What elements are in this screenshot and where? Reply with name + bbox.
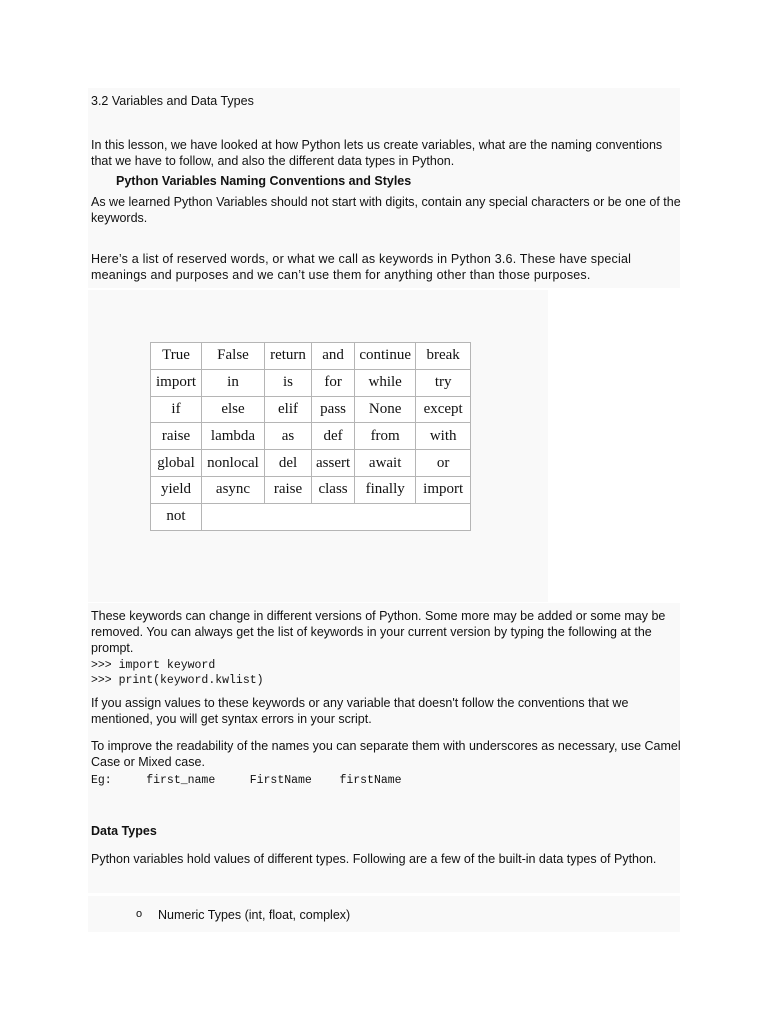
code-line: >>> print(keyword.kwlist) xyxy=(91,674,264,687)
section-title: 3.2 Variables and Data Types xyxy=(91,94,254,108)
keywords-row xyxy=(151,476,471,503)
keyword-cell: if xyxy=(151,396,202,423)
keyword-cell: nonlocal xyxy=(202,450,265,477)
keyword-cell: del xyxy=(265,450,312,477)
keyword-cell: is xyxy=(265,369,312,396)
keyword-cell: pass xyxy=(312,396,355,423)
keyword-cell: not xyxy=(151,503,202,530)
naming-example: Eg: first_name FirstName firstName xyxy=(91,774,402,787)
keyword-cell: as xyxy=(265,423,312,450)
keyword-cell: raise xyxy=(151,423,202,450)
code-line: >>> import keyword xyxy=(91,659,216,672)
keywords-row xyxy=(151,396,471,423)
keyword-cell: try xyxy=(416,369,471,396)
keyword-cell: or xyxy=(416,450,471,477)
keyword-cell: import xyxy=(416,476,471,503)
keyword-cell: False xyxy=(202,343,265,370)
syntax-errors-paragraph: If you assign values to these keywords or any variable that doesn't follow the conventions that we mentioned, you will get syntax errors in your script. xyxy=(91,696,629,726)
keyword-cell: continue xyxy=(355,343,416,370)
readability-paragraph: To improve the readability of the names you can separate them with underscores as necessary, use Camel Case or Mixed case. xyxy=(91,739,681,769)
subheading: Python Variables Naming Conventions and Styles xyxy=(116,174,412,188)
data-types-heading: Data Types xyxy=(91,824,157,838)
keyword-cell: and xyxy=(312,343,355,370)
reserved-words-paragraph: Here’s a list of reserved words, or what we call as keywords in Python 3.6. These have special meanings and purposes and we can’t use them for anything other than those purposes. xyxy=(91,252,632,282)
bullet-marker: o xyxy=(136,908,143,920)
keyword-cell: True xyxy=(151,343,202,370)
bullet-item: Numeric Types (int, float, complex) xyxy=(158,908,351,922)
keywords-row xyxy=(151,503,471,530)
keywords-row xyxy=(151,423,471,450)
keywords-table xyxy=(150,342,471,531)
keyword-cell: break xyxy=(416,343,471,370)
keyword-cell: global xyxy=(151,450,202,477)
keywords-row xyxy=(151,450,471,477)
keyword-cell: in xyxy=(202,369,265,396)
keyword-cell: class xyxy=(312,476,355,503)
keyword-cell: for xyxy=(312,369,355,396)
keywords-row xyxy=(151,343,471,370)
keyword-cell: return xyxy=(265,343,312,370)
keyword-cell: None xyxy=(355,396,416,423)
keyword-cell: assert xyxy=(312,450,355,477)
intro-paragraph: In this lesson, we have looked at how Python lets us create variables, what are the naming conventions that we have to follow, and also the different data types in Python. xyxy=(91,138,663,168)
keyword-cell: import xyxy=(151,369,202,396)
keyword-cell: with xyxy=(416,423,471,450)
keyword-cell: while xyxy=(355,369,416,396)
naming-rule-paragraph: As we learned Python Variables should not start with digits, contain any special characters or be one of the keywords. xyxy=(91,195,681,225)
data-types-paragraph: Python variables hold values of different types. Following are a few of the built-in data types of Python. xyxy=(91,852,657,866)
versions-paragraph: These keywords can change in different versions of Python. Some more may be added or some may be removed. You can always get the list of keywords in your current version by typing the following at the prompt. xyxy=(91,609,666,655)
keyword-cell: lambda xyxy=(202,423,265,450)
keyword-cell: elif xyxy=(265,396,312,423)
keyword-cell: from xyxy=(355,423,416,450)
empty-cell xyxy=(202,503,471,530)
keyword-cell: def xyxy=(312,423,355,450)
keyword-cell: raise xyxy=(265,476,312,503)
keyword-cell: async xyxy=(202,476,265,503)
keyword-cell: await xyxy=(355,450,416,477)
keywords-row xyxy=(151,369,471,396)
keyword-cell: except xyxy=(416,396,471,423)
keyword-cell: finally xyxy=(355,476,416,503)
keyword-cell: yield xyxy=(151,476,202,503)
keyword-cell: else xyxy=(202,396,265,423)
